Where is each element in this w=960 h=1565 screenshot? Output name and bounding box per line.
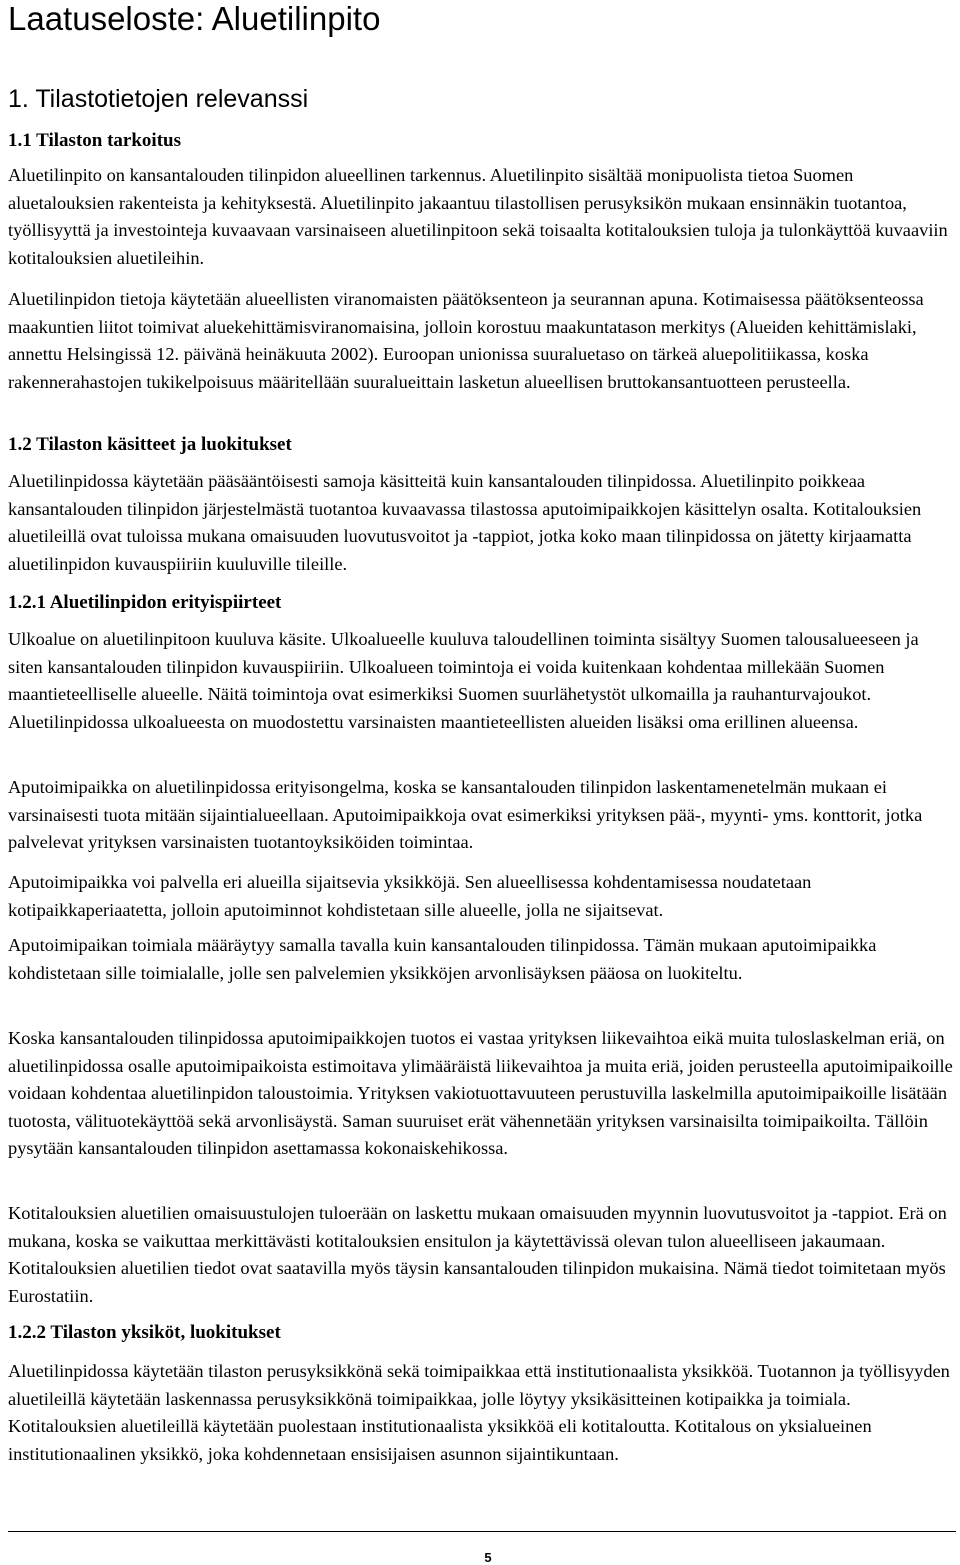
paragraph-1: Aluetilinpito on kansantalouden tilinpidon alueellinen tarkennus. Aluetilinpito sisältää monipuolista tietoa Suomen aluetalouksien rakenteista ja kehityksestä. Aluetilinpito jakaantuu tilastollisen perusyksikön mukaan ensinnäkin tuotantoa, työllisyyttä ja investointeja kuvaavaan varsinaiseen aluetilinpitoon sekä toisaalta kotitalouksien tuloja ja tulonkäyttöä kuvaaviin kotitalouksien aluetileihin. [8,165,948,268]
paragraph-2: Aluetilinpidon tietoja käytetään alueellisten viranomaisten päätöksenteon ja seurannan apuna. Kotimaisessa päätöksenteossa maakuntien liitot toimivat aluekehittämisviranomaisina, jolloin korostuu maakuntatason merkitys (Alueiden kehittämislaki, annettu Helsingissä 12. päivänä heinäkuuta 2002). Euroopan unionissa suuraluetaso on tärkeä aluepolitiikassa, koska rakennerahastojen tukikelpoisuus määritellään suuralueittain lasketun alueellisen bruttokansantuotteen perusteella. [8,289,924,392]
paragraph-3: Aluetilinpidossa käytetään pääsääntöisesti samoja käsitteitä kuin kansantalouden tilinpidossa. Aluetilinpito poikkeaa kansantalouden tilinpidon järjestelmästä tuotantoa kuvaavassa tilastossa aputoimipaikkojen käsittelyn osalta. Kotitalouksien aluetileillä ovat tuloissa mukana omaisuuden luovutusvoitot ja -tappiot, jotka koko maan tilinpidossa on jätetty kirjaamatta aluetilinpidon kuvauspiiriin kuuluville tileille. [8,471,922,574]
section-1-1-heading: 1.1 Tilaston tarkoitus [8,130,181,151]
paragraph-7: Aputoimipaikan toimiala määräytyy samalla tavalla kuin kansantalouden tilinpidossa. Tämän mukaan aputoimipaikka kohdistetaan sille toimialalle, jolle sen palvelemien yksikköjen arvonlisäyksen pääosa on luokiteltu. [8,935,877,983]
paragraph-8: Koska kansantalouden tilinpidossa aputoimipaikkojen tuotos ei vastaa yrityksen liikevaihtoa eikä muita tuloslaskelman eriä, on aluetilinpidossa osalle aputoimipaikoista estimoitava ylimääräistä liikevaihtoa ja muita eriä, joiden perusteella aputoimipaikoille voidaan kohdentaa aluetilinpidon taloustoimia. Yrityksen vakiotuottavuuteen perustuvilla laskelmilla aputoimipaikoille lisätään tuotosta, välituotekäyttöä sekä arvonlisäystä. Saman suuruiset erät vähennetään yrityksen varsinaisilta toimipaikoilta. Tällöin pysytään kansantalouden tilinpidon asettamassa kokonaiskehikossa. [8,1028,953,1158]
section-1-heading: 1. Tilastotietojen relevanssi [8,85,309,113]
page-number: 5 [484,1550,492,1565]
paragraph-9: Kotitalouksien aluetilien omaisuustulojen tuloerään on laskettu mukaan omaisuuden myynnin luovutusvoitot ja -tappiot. Erä on mukana, koska se vaikuttaa merkittävästi kotitalouksien ensitulon ja käytettävissä olevan tulon alueelliseen jakaumaan. Kotitalouksien aluetilien tiedot ovat saatavilla myös täysin kansantalouden tilinpidon mukaisina. Nämä tiedot toimitetaan myös Eurostatiin. [8,1203,947,1306]
paragraph-6: Aputoimipaikka voi palvella eri alueilla sijaitsevia yksikköjä. Sen alueellisessa kohdentamisessa noudatetaan kotipaikkaperiaatetta, jolloin aputoiminnot kohdistetaan sille alueelle, jolla ne sijaitsevat. [8,872,812,920]
document-title: Laatuseloste: Aluetilinpito [8,0,381,37]
paragraph-10: Aluetilinpidossa käytetään tilaston perusyksikkönä sekä toimipaikkaa että institutionaalista yksikköä. Tuotannon ja työllisyyden aluetileillä käytetään laskennassa perusyksikkönä toimipaikkaa, jolle löytyy yksikäsitteinen kotipaikka ja toimiala. Kotitalouksien aluetileillä käytetään puolestaan institutionaalista yksikköä eli kotitaloutta. Kotitalous on yksialueinen institutionaalinen yksikkö, joka kohdennetaan ensisijaisen asunnon sijaintikuntaan. [8,1361,950,1464]
footer-divider [8,1531,956,1532]
section-1-2-2-heading: 1.2.2 Tilaston yksiköt, luokitukset [8,1322,281,1343]
section-1-2-1-heading: 1.2.1 Aluetilinpidon erityispiirteet [8,592,282,613]
section-1-2-heading: 1.2 Tilaston käsitteet ja luokitukset [8,434,292,455]
paragraph-5: Aputoimipaikka on aluetilinpidossa erityisongelma, koska se kansantalouden tilinpidon laskentamenetelmän mukaan ei varsinaisesti tuota mitään sijaintialueellaan. Aputoimipaikkoja ovat esimerkiksi yrityksen pää-, myynti- yms. konttorit, jotka palvelevat yrityksen varsinaisten tuotantoyksiköiden toimintaa. [8,777,923,852]
paragraph-4: Ulkoalue on aluetilinpitoon kuuluva käsite. Ulkoalueelle kuuluva taloudellinen toiminta sisältyy Suomen talousalueeseen ja siten kansantalouden tilinpidon kuvauspiiriin. Ulkoalueen toimintoja ei voida kuitenkaan kohdentaa millekään Suomen maantieteelliselle alueelle. Näitä toimintoja ovat esimerkiksi Suomen suurlähetystöt ulkomailla ja rauhanturvajoukot. Aluetilinpidossa ulkoalueesta on muodostettu varsinaisten maantieteellisten alueiden lisäksi oma erillinen alueensa. [8,629,919,732]
